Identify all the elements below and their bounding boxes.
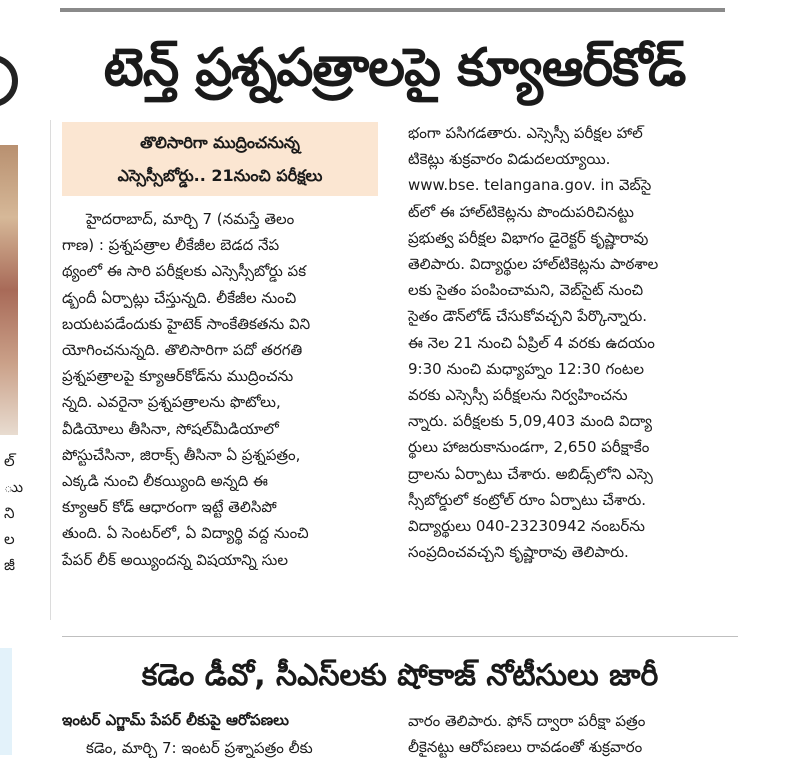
- body-line: టికెట్లు శుక్రవారం విడుదలయ్యాయి.: [408, 150, 611, 169]
- body-line: ద్రాలను ఏర్పాటు చేశారు. అబిడ్స్‌లోని ఎస్సె: [408, 464, 653, 483]
- body-line: హైదరాబాద్, మార్చి 7 (నమస్తే తెలం: [86, 210, 295, 228]
- article-separator: [62, 636, 738, 637]
- body-line: పేపర్ లీక్ అయ్యిందన్న విషయాన్ని సుల: [62, 550, 288, 569]
- body-line: పోస్టుచేసినా, జిరాక్స్ తీసినా ఏ ప్రశ్నపత్రం,: [62, 445, 301, 464]
- second-article-headline: కడెం డీవో, సీఎస్‌లకు షోకాజ్ నోటీసులు జారీ: [141, 658, 659, 693]
- body-line: సైతం డౌన్‌లోడ్ చేసుకోవచ్చని పేర్కొన్నారు.: [408, 307, 648, 326]
- body-line: వీడియోలు తీసినా, సోషల్‌మీడియాలో: [62, 419, 279, 438]
- body-line: తెలిపారు. విద్యార్థుల హాల్‌టికెట్లను పాఠశాల: [408, 255, 659, 274]
- adjacent-text-fragment: ుు: [4, 478, 24, 496]
- article-subheading-box: [62, 122, 378, 196]
- body-line: సంప్రదించవచ్చని కృష్ణారావు తెలిపారు.: [408, 543, 629, 562]
- article-body-left-column: [62, 206, 384, 573]
- body-line: 9:30 నుంచి మధ్యాహ్నం 12:30 గంటల: [408, 359, 645, 378]
- adjacent-column-fragment: [0, 0, 36, 755]
- body-line: ఎక్కడి నుంచి లీకయ్యింది అన్నది ఈ: [62, 472, 268, 491]
- body-line: క్యూఆర్ కోడ్ ఆధారంగా ఇట్టే తెలిసిపో: [62, 498, 277, 517]
- body-line: న్నారు. పరీక్షలకు 5,09,403 మంది విద్యా: [408, 412, 653, 431]
- body-line: ట్‌లో ఈ హాల్‌టికెట్లను పొందుపరిచినట్టు: [408, 202, 634, 221]
- body-line: బయటపడేందుకు హైటెక్ సాంకేతికతను విని: [62, 314, 311, 333]
- second-article-body-right-column: [408, 708, 645, 760]
- body-line: స్సీబోర్డులో కంట్రోల్ రూం ఏర్పాటు చేశారు.: [408, 490, 647, 509]
- body-line: వరకు ఎస్సెస్సీ పరీక్షలను నిర్వహించను: [408, 386, 628, 405]
- body-line: ప్రశ్నపత్రాలపై క్యూఆర్‌కోడ్‌ను ముద్రించను: [62, 367, 294, 386]
- adjacent-text-fragment: ని: [4, 504, 15, 522]
- second-article-subheading: ఇంటర్ ఎగ్జామ్ పేపర్ లీకుపై ఆరోపణలు: [62, 711, 289, 729]
- body-line: భంగా పసిగడతారు. ఎస్సెస్సీ పరీక్షల హాల్: [408, 124, 643, 142]
- body-line: న్నది. ఎవరైనా ప్రశ్నపత్రాలను ఫొటోలు,: [62, 393, 281, 412]
- body-line: ఈ నెల 21 నుంచి ఏప్రిల్ 4 వరకు ఉదయం: [408, 333, 655, 352]
- subheading-line: తొలిసారిగా ముద్రించనున్న: [140, 133, 300, 152]
- body-line: ర్థులు హాజరుకానుండగా, 2,650 పరీక్షాకేం: [408, 438, 650, 457]
- column-divider: [50, 120, 51, 620]
- body-line: లీకైనట్టు ఆరోపణలు రావడంతో శుక్రవారం: [408, 738, 643, 756]
- subheading-line: ఎస్సెస్సీబోర్డు.. 21నుంచి పరీక్షలు: [117, 166, 323, 185]
- adjacent-graphic-fragment: [0, 55, 18, 107]
- article-headline: టెన్త్ ప్రశ్నపత్రాలపై క్యూఆర్‌కోడ్: [103, 38, 686, 98]
- second-article-body-line: కడెం, మార్చి 7: ఇంటర్ ప్రశ్నాపత్రం లీకు: [86, 739, 313, 757]
- body-line: యోగించనున్నది. తొలిసారిగా పదో తరగతి: [62, 341, 303, 360]
- body-line: విద్యార్థులు 040-23230942 నంబర్‌ను: [408, 517, 645, 536]
- body-line: డ్బందీ ఏర్పాట్లు చేస్తున్నది. లీకేజీల నుంచి: [62, 288, 297, 307]
- article-body-right-column: [408, 120, 738, 565]
- body-line: థ్యంలో ఈ సారి పరీక్షలకు ఎస్సెస్సీబోర్డు పక: [62, 262, 307, 281]
- body-line: తుంది. ఏ సెంటర్‌లో, ఏ విద్యార్థి వద్ద నుంచి: [62, 524, 309, 543]
- adjacent-text-fragment: జీ: [4, 556, 15, 574]
- body-line: గాణ) : ప్రశ్నపత్రాల లీకేజీల బెడద నేప: [62, 236, 280, 255]
- body-line: ప్రభుత్వ పరీక్షల విభాగం డైరెక్టర్ కృష్ణారావు: [408, 228, 649, 247]
- adjacent-photo-fragment: [0, 145, 18, 435]
- adjacent-text-fragment: ల్: [4, 452, 15, 470]
- body-line: లకు సైతం పంపించామని, వెబ్‌సైట్ నుంచి: [408, 281, 644, 300]
- top-rule: [60, 8, 725, 12]
- adjacent-blue-box-fragment: [0, 648, 12, 755]
- body-line: వారం తెలిపారు. ఫోన్ ద్వారా పరీక్షా పత్రం: [408, 712, 646, 730]
- adjacent-text-fragment: ల: [4, 530, 15, 548]
- body-line: www.bse. telangana.gov. in వెబ్‌సై: [408, 176, 652, 195]
